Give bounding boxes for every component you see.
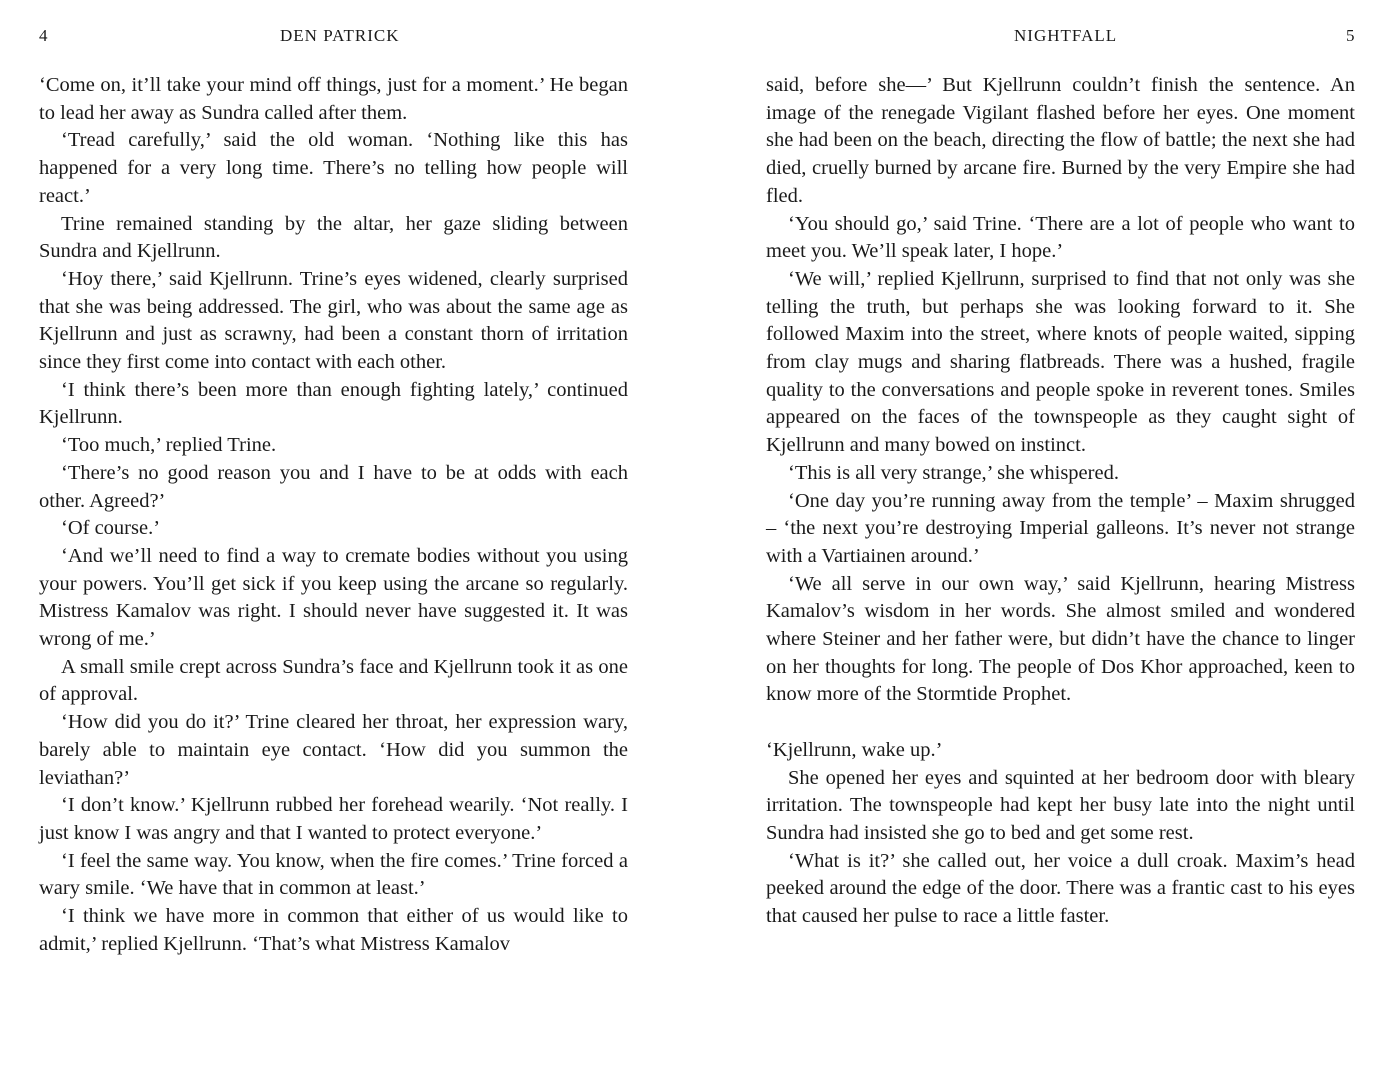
paragraph: ‘One day you’re running away from the temple’ – Maxim shrugged – ‘the next you’re destroying Imperial galleons. It’s never not strange with a Vartiainen around.’ <box>766 489 1355 567</box>
paragraph: said, before she—’ But Kjellrunn couldn’t finish the sentence. An image of the renegade Vigilant flashed before her eyes. One moment she had been on the beach, directing the flow of battle; the next she had died, cruelly burned by arcane fire. Burned by the very Empire she had fled. <box>766 74 1355 207</box>
paragraph: ‘Of course.’ <box>61 517 161 540</box>
paragraph: ‘This is all very strange,’ she whispered. <box>788 461 1119 484</box>
paragraph: She opened her eyes and squinted at her bedroom door with bleary irritation. The townspeople had kept her busy late into the night until Sundra had insisted she go to bed and get some rest. <box>766 766 1355 844</box>
running-head-author: DEN PATRICK <box>280 26 400 45</box>
paragraph: ‘What is it?’ she called out, her voice a dull croak. Maxim’s head peeked around the edge of the door. There was a frantic cast to his eyes that caused her pulse to race a little faster. <box>766 849 1355 928</box>
paragraph: ‘I think we have more in common that either of us would like to admit,’ replied Kjellrunn. ‘That’s what Mistress Kamalov <box>39 905 628 955</box>
paragraph: A small smile crept across Sundra’s face and Kjellrunn took it as one of approval. <box>39 655 628 706</box>
paragraph: ‘I think there’s been more than enough fighting lately,’ continued Kjellrunn. <box>39 378 628 429</box>
running-head-title: NIGHTFALL <box>1014 26 1118 45</box>
paragraph: ‘We will,’ replied Kjellrunn, surprised to find that not only was she telling the truth, but perhaps she was looking forward to it. She followed Maxim into the street, where knots of people waited, sipping from clay mugs and sharing flatbreads. There was a hushed, fragile quality to the conversations and people spoke in reverent tones. Smiles appeared on the faces of the townspeople as they caught sight of Kjellrunn and many bowed on instinct. <box>766 267 1355 457</box>
right-page <box>700 0 1393 1080</box>
paragraph: ‘Too much,’ replied Trine. <box>61 434 277 457</box>
paragraph: ‘Tread carefully,’ said the old woman. ‘Nothing like this has happened for a very long time. There’s no telling how people will react.’ <box>39 129 628 207</box>
page-number-right: 5 <box>1346 26 1355 45</box>
paragraph: ‘You should go,’ said Trine. ‘There are a lot of people who want to meet you. We’ll speak later, I hope.’ <box>766 212 1355 263</box>
left-page-text <box>39 72 628 959</box>
right-page-text <box>766 72 1355 931</box>
page-number-left: 4 <box>39 26 48 45</box>
paragraph: ‘Come on, it’ll take your mind off things, just for a moment.’ He began to lead her away as Sundra called after them. <box>39 74 628 124</box>
paragraph: Trine remained standing by the altar, her gaze sliding between Sundra and Kjellrunn. <box>39 212 628 263</box>
paragraph: ‘And we’ll need to find a way to cremate bodies without you using your powers. You’ll get sick if you keep using the arcane so regularly. Mistress Kamalov was right. I should never have suggested it. It was wrong of me.’ <box>39 544 628 651</box>
paragraph: ‘We all serve in our own way,’ said Kjellrunn, hearing Mistress Kamalov’s wisdom in her words. She almost smiled and wondered where Steiner and her father were, but didn’t have the chance to linger on her thoughts for long. The people of Dos Khor approached, keen to know more of the Stormtide Prophet. <box>766 572 1355 706</box>
paragraph: ‘Hoy there,’ said Kjellrunn. Trine’s eyes widened, clearly surprised that she was being addressed. The girl, who was about the same age as Kjellrunn and just as scrawny, had been a constant thorn of irritation since they first come into contact with each other. <box>39 267 628 374</box>
paragraph: ‘There’s no good reason you and I have to be at odds with each other. Agreed?’ <box>39 461 628 512</box>
paragraph: ‘How did you do it?’ Trine cleared her throat, her expression wary, barely able to maintain eye contact. ‘How did you summon the leviathan?’ <box>39 711 628 789</box>
paragraph: ‘I don’t know.’ Kjellrunn rubbed her forehead wearily. ‘Not really. I just know I was angry and that I wanted to protect everyone.’ <box>39 794 628 844</box>
paragraph: ‘I feel the same way. You know, when the fire comes.’ Trine forced a wary smile. ‘We have that in common at least.’ <box>39 849 628 900</box>
left-page <box>0 0 690 1080</box>
section-opening-paragraph: ‘Kjellrunn, wake up.’ <box>766 738 943 761</box>
